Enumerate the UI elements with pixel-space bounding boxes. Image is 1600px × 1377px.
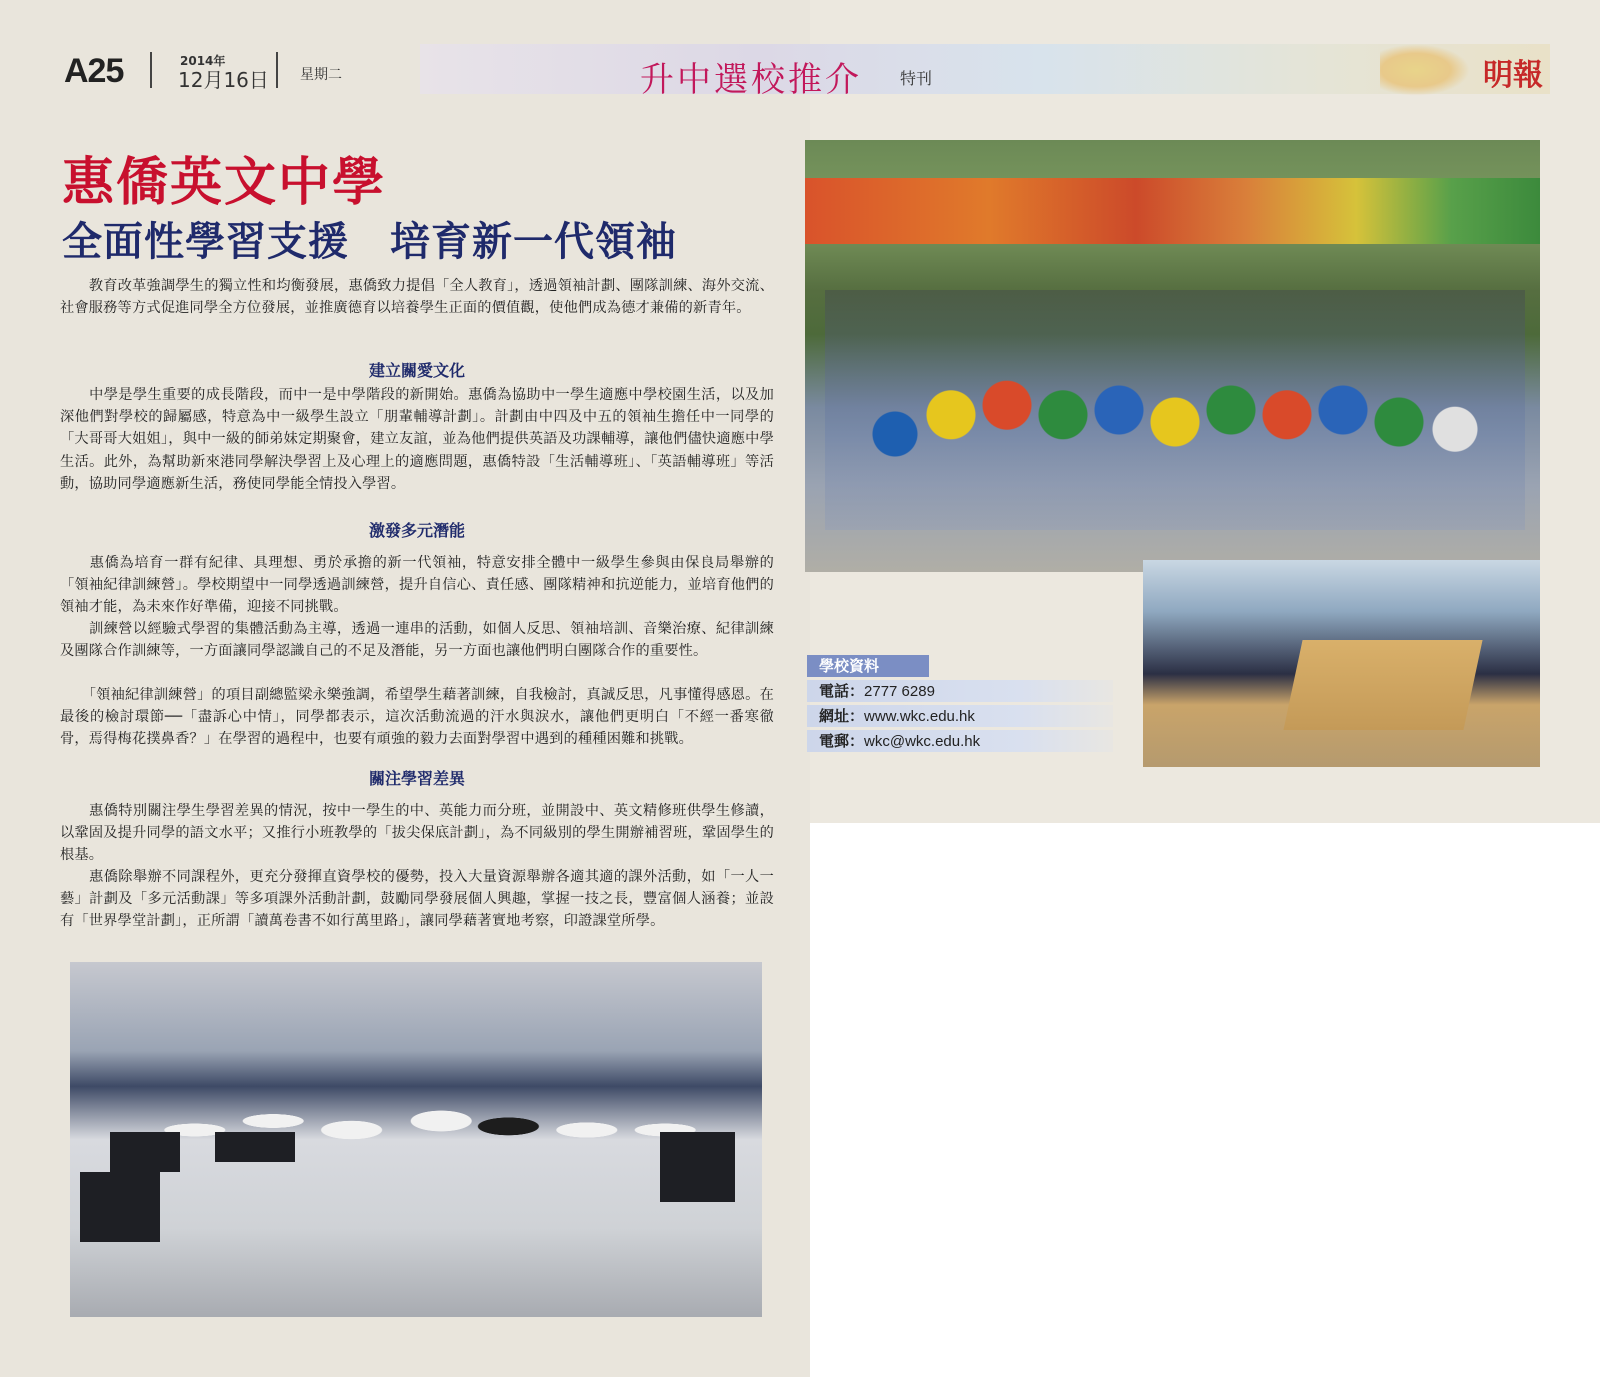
map-decoration-icon xyxy=(1380,44,1470,96)
group-photo xyxy=(805,140,1540,572)
web-label: 網址： xyxy=(819,707,865,725)
section-heading: 激發多元潛能 xyxy=(368,521,465,540)
phone-label: 電話： xyxy=(819,682,865,700)
info-email-row xyxy=(807,730,1113,752)
section-heading: 關注學習差異 xyxy=(368,769,465,788)
classroom-desk xyxy=(1283,640,1482,730)
phone-value: 2777 6289 xyxy=(864,683,935,700)
section-subtitle: 特刊 xyxy=(900,69,933,88)
classroom-photo xyxy=(1143,560,1540,767)
info-phone-row xyxy=(807,680,1113,702)
computer-lab-photo xyxy=(70,962,762,1317)
info-web-row xyxy=(807,705,1113,727)
header-divider xyxy=(276,52,278,88)
article-paragraph: 訓練營以經驗式學習的集體活動為主導，透過一連串的活動，如個人反思、領袖培訓、音樂治療、紀律訓練及團隊合作訓練等，一方面讓同學認識自己的不足及潛能，另一方面也讓他們明白團隊合作的重要性。 xyxy=(60,621,774,660)
article-intro: 教育改革強調學生的獨立性和均衡發展，惠僑致力提倡「全人教育」，透過領袖計劃、團隊訓練、海外交流、社會服務等方式促進同學全方位發展，並推廣德育以培養學生正面的價值觀，使他們成為德才兼備的新青年。 xyxy=(60,278,774,317)
newspaper-logo: 明報 xyxy=(1483,58,1543,93)
article-paragraph: 「領袖紀律訓練營」的項目副總監梁永樂強調，希望學生藉著訓練，自我檢討，真誠反思，凡事懂得感恩。在最後的檢討環節──「盡訴心中情」，同學都表示，這次活動流過的汗水與淚水，讓他們更明白「不經一番寒徹骨，焉得梅花撲鼻香？」在學習的過程中，也要有頑強的毅力去面對學習中遇到的種種困難和挑戰。 xyxy=(60,687,774,748)
web-value: www.wkc.edu.hk xyxy=(864,708,975,725)
section-heading: 建立關愛文化 xyxy=(368,361,465,380)
article-paragraph: 惠僑除舉辦不同課程外，更充分發揮直資學校的優勢，投入大量資源舉辦各適其適的課外活動，如「一人一藝」計劃及「多元活動課」等多項課外活動計劃，鼓勵同學發展個人興趣，掌握一技之長，豐富個人涵養；並設有「世界學堂計劃」，正所謂「讀萬卷書不如行萬里路」，讓同學藉著實地考察，印證課堂所學。 xyxy=(60,869,774,930)
student-crowd xyxy=(825,290,1525,530)
date-day: 12月16日 xyxy=(178,68,269,92)
article-paragraph: 惠僑特別關注學生學習差異的情況，按中一學生的中、英能力而分班，並開設中、英文精修班供學生修讀，以鞏固及提升同學的語文水平；又推行小班教學的「拔尖保底計劃」，為不同級別的學生開辦補習班，鞏固學生的根基。 xyxy=(60,803,774,864)
info-box-title: 學校資料 xyxy=(807,655,929,677)
page-header xyxy=(0,0,1600,100)
article-subhead: 全面性學習支援 培育新一代領袖 xyxy=(62,219,677,265)
page-number: A25 xyxy=(64,52,124,90)
email-value: wkc@wkc.edu.hk xyxy=(864,733,981,750)
article-headline: 惠僑英文中學 xyxy=(62,153,387,213)
school-info-box xyxy=(807,655,1117,755)
weekday: 星期二 xyxy=(300,67,342,83)
article-paragraph: 中學是學生重要的成長階段，而中一是中學階段的新開始。惠僑為協助中一學生適應中學校園生活，以及加深他們對學校的歸屬感，特意為中一級學生設立「朋輩輔導計劃」。計劃由中四及中五的領袖生擔任中一同學的「大哥哥大姐姐」，與中一級的師弟妹定期聚會，建立友誼，並為他們提供英語及功課輔導，讓他們儘快適應中學生活。此外，為幫助新來港同學解決學習上及心理上的適應問題，惠僑特設「生活輔導班」、「英語輔導班」等活動，協助同學適應新生活，務使同學能全情投入學習。 xyxy=(60,387,774,492)
article-paragraph: 惠僑為培育一群有紀律、具理想、勇於承擔的新一代領袖，特意安排全體中一級學生參與由保良局舉辦的「領袖紀律訓練營」。學校期望中一同學透過訓練營，提升自信心、責任感、團隊精神和抗逆能力，並培育他們的領袖才能，為未來作好準備，迎接不同挑戰。 xyxy=(60,555,774,616)
colorful-canopy xyxy=(805,178,1540,244)
email-label: 電郵： xyxy=(819,732,865,750)
section-title: 升中選校推介 xyxy=(640,60,862,100)
header-divider xyxy=(150,52,152,88)
computer-monitors xyxy=(70,1132,762,1252)
date-year: 2014年 xyxy=(180,54,226,68)
